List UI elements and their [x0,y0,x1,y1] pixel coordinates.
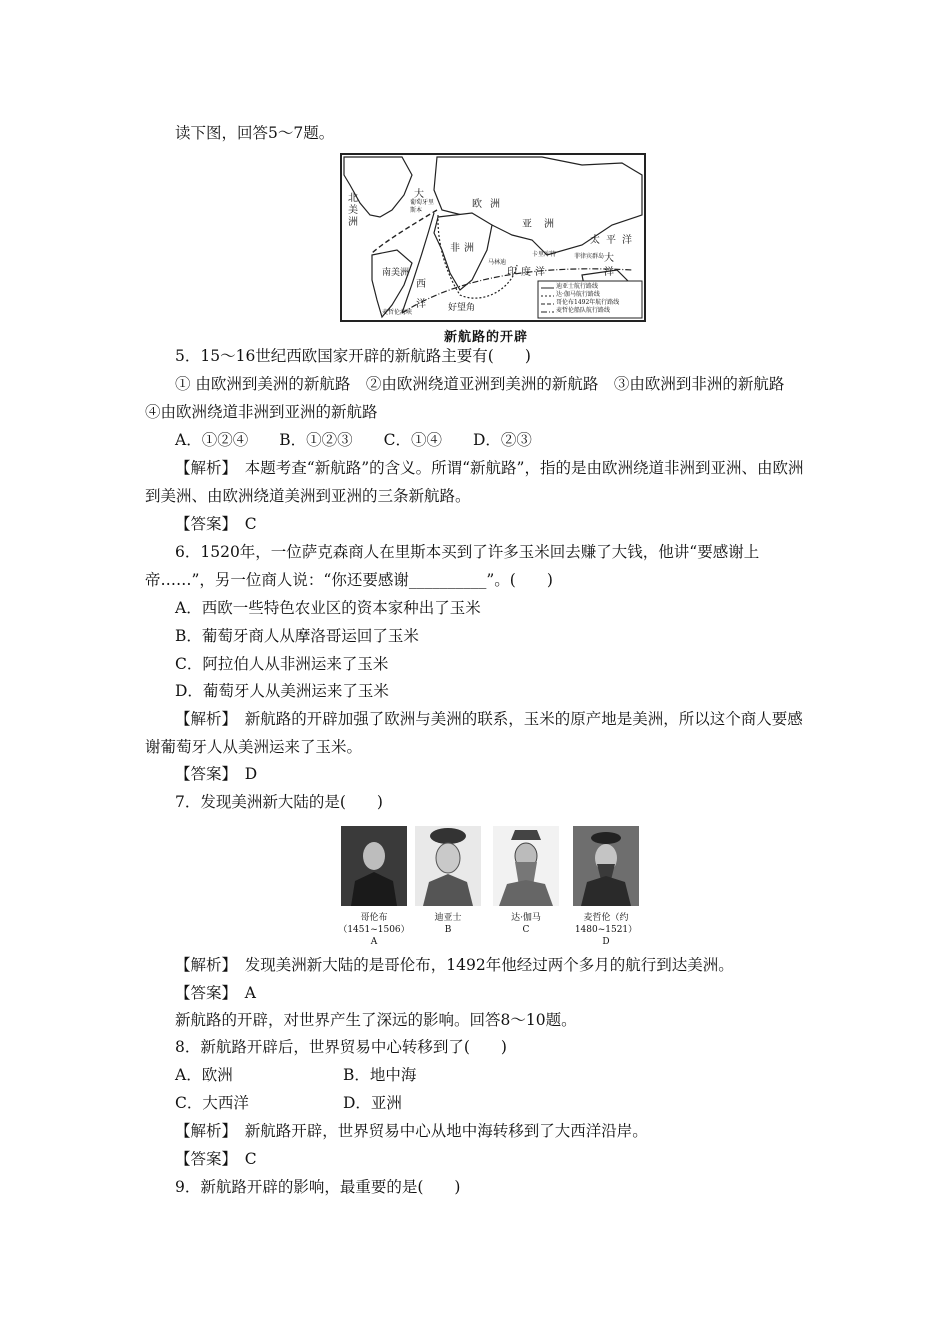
label-philippines: 菲律宾群岛 [574,253,605,260]
analysis-text: 新航路开辟，世界贸易中心从地中海转移到了大西洋沿岸。 [244,1122,648,1140]
portrait-dias [415,826,481,906]
answer-tag: 【答案】 [175,765,230,783]
answer-tag: 【答案】 [175,1150,230,1168]
label-indian-ocean: 印度洋 [507,267,549,278]
q8-answer [175,1149,257,1169]
q8-option-b: B．地中海 [343,1066,417,1084]
q5-stem: 5．15～16世纪西欧国家开辟的新航路主要有( ) [175,347,531,365]
q6-option-a: A．西欧一些特色农业区的资本家种出了玉米 [175,599,481,617]
portrait-columbus [341,826,407,906]
label-da: 大 [604,253,614,264]
analysis-text: 新航路的开辟加强了欧洲与美洲的联系，玉米的原产地是美洲，所以这个商人要感谢葡萄牙人从美洲运来了玉米。 [145,710,803,756]
portrait-caption-d: 麦哲伦（约1480~1521） D [574,913,638,947]
q5-analysis [145,454,813,510]
q5-options: A．①②④ B．①②③ C．①④ D．②③ [175,431,532,449]
map-legend [556,283,619,315]
q8-option-d: D．亚洲 [343,1094,402,1112]
label-europe: 欧洲 [472,199,508,210]
portrait-row [333,826,653,946]
q7-stem: 7．发现美洲新大陆的是( ) [175,793,383,811]
q5-items: ① 由欧洲到美洲的新航路 ②由欧洲绕道亚洲到美洲的新航路 ③由欧洲到非洲的新航路 ④由欧洲绕道非洲到亚洲的新航路 [145,375,800,421]
legend-magellan: 麦哲伦船队航行路线 [556,307,611,314]
label-west: 西 [416,279,426,290]
label-calicut: 卡里库特 [532,251,557,258]
portrait-da-gama [493,826,559,906]
q7-analysis [175,955,734,975]
label-north-america: 北美洲 [348,193,358,228]
label-magellan-strait: 麦哲伦海峡 [382,309,413,316]
label-asia: 亚洲 [522,219,566,230]
label-pacific: 太平洋 [590,235,638,246]
portrait-magellan [573,826,639,906]
answer-value: D [244,765,258,783]
portrait-caption-c: 达·伽马 C [511,913,541,935]
map-caption: 新航路的开辟 [444,330,529,345]
q5-answer [175,514,257,534]
q6-option-c: C．阿拉伯人从非洲运来了玉米 [175,655,389,673]
analysis-tag: 【解析】 [175,956,230,974]
q8-stem: 8．新航路开辟后，世界贸易中心转移到了( ) [175,1038,507,1056]
label-south-america: 南美洲 [382,268,410,278]
label-cape: 好望角 [448,303,476,313]
answer-tag: 【答案】 [175,984,230,1002]
label-lisbon: 葡萄牙里斯本 [410,199,435,214]
voyage-map [340,153,646,322]
analysis-tag: 【解析】 [175,710,230,728]
q8-option-c: C．大西洋 [175,1094,249,1112]
answer-value: C [244,1150,257,1168]
label-ocean: 洋 [416,299,426,310]
portrait-caption-b: 迪亚士 B [434,913,462,935]
answer-value: A [244,984,256,1002]
analysis-text: 发现美洲新大陆的是哥伦布，1492年他经过两个多月的航行到达美洲。 [244,956,734,974]
answer-tag: 【答案】 [175,515,230,533]
intro2-text: 新航路的开辟，对世界产生了深远的影响。回答8～10题。 [175,1011,577,1029]
legend-dagama: 达·伽马航行路线 [556,291,600,298]
q6-stem: 6．1520年，一位萨克森商人在里斯本买到了许多玉米回去赚了大钱，他讲“要感谢上帝……”，另一位商人说：“你还要感谢__________”。( ) [145,543,760,589]
analysis-text: 本题考查“新航路”的含义。所谓“新航路”，指的是由欧洲绕道非洲到亚洲、由欧洲到美洲、由欧洲绕道美洲到亚洲的三条新航路。 [145,459,804,505]
portrait-caption-a: 哥伦布（1451~1506） A [338,913,410,947]
q8-option-a: A．欧洲 [175,1066,233,1084]
label-malindi: 马林迪 [488,259,507,266]
answer-value: C [244,515,257,533]
legend-dias: 迪亚士航行路线 [556,283,599,290]
label-africa: 非洲 [450,243,478,254]
label-ocean-2: 洋 [604,267,614,278]
q6-option-d: D．葡萄牙人从美洲运来了玉米 [175,682,389,700]
analysis-tag: 【解析】 [175,1122,230,1140]
intro-text: 读下图，回答5～7题。 [175,124,335,142]
q7-answer [175,983,256,1003]
q6-analysis [145,705,813,761]
q9-stem: 9．新航路开辟的影响，最重要的是( ) [175,1178,461,1196]
legend-columbus: 哥伦布1492年航行路线 [556,299,620,306]
label-atlantic: 大 [414,189,424,200]
q8-analysis [175,1121,648,1141]
q6-answer [175,764,257,784]
analysis-tag: 【解析】 [175,459,230,477]
q6-option-b: B．葡萄牙商人从摩洛哥运回了玉米 [175,627,419,645]
